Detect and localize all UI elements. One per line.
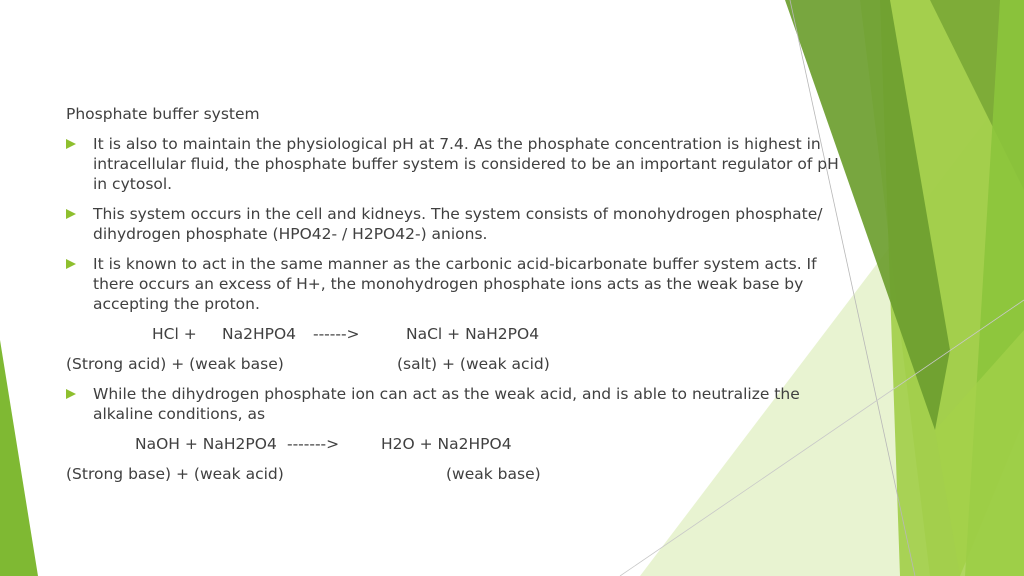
bullet-1-text: [93, 134, 839, 194]
bullet-arrow-icon: [66, 389, 76, 399]
bullet-4-text: [93, 384, 800, 424]
bullet-1-line-3: in cytosol.: [93, 175, 173, 193]
label-2-left: (Strong base) + (weak acid): [66, 465, 284, 483]
equation-1-reactant-2: Na2HPO4: [222, 325, 297, 343]
bullet-3-text: [93, 254, 817, 314]
bullet-3-line-3: accepting the proton.: [93, 295, 260, 313]
equation-1-reactant-1: HCl +: [152, 325, 197, 343]
bullet-arrow-icon: [66, 139, 76, 149]
bullet-2-line-2: dihydrogen phosphate (HPO42- / H2PO42-) anions.: [93, 225, 488, 243]
equation-2-products: H2O + Na2HPO4: [381, 435, 512, 453]
bullet-2-line-1: This system occurs in the cell and kidneys. The system consists of monohydrogen phosphate/: [93, 205, 823, 223]
bullet-4-line-2: alkaline conditions, as: [93, 405, 266, 423]
equation-1-arrow: ------>: [313, 325, 360, 343]
bullet-1-line-1: It is also to maintain the physiological pH at 7.4. As the phosphate concentration is highest in: [93, 135, 821, 153]
bullet-3-line-2: there occurs an excess of H+, the monohydrogen phosphate ions acts as the weak base by: [93, 275, 804, 293]
bullet-4-line-1: While the dihydrogen phosphate ion can act as the weak acid, and is able to neutralize the: [93, 385, 800, 403]
bullet-1-line-2: intracellular fluid, the phosphate buffer system is considered to be an important regulator of pH: [93, 155, 839, 173]
equation-2-reactants: NaOH + NaH2PO4: [135, 435, 277, 453]
label-1-right: (salt) + (weak acid): [397, 355, 550, 373]
bullet-arrow-icon: [66, 259, 76, 269]
label-2-right: (weak base): [446, 465, 541, 483]
bullet-arrow-icon: [66, 209, 76, 219]
slide-title: Phosphate buffer system: [66, 105, 260, 123]
label-1-left: (Strong acid) + (weak base): [66, 355, 284, 373]
equation-2-arrow: ------->: [287, 435, 340, 453]
bullet-2-text: [93, 204, 823, 244]
left-green-sliver: [0, 340, 38, 576]
equation-1-products: NaCl + NaH2PO4: [406, 325, 540, 343]
bullet-3-line-1: It is known to act in the same manner as the carbonic acid-bicarbonate buffer system acts. If: [93, 255, 817, 273]
